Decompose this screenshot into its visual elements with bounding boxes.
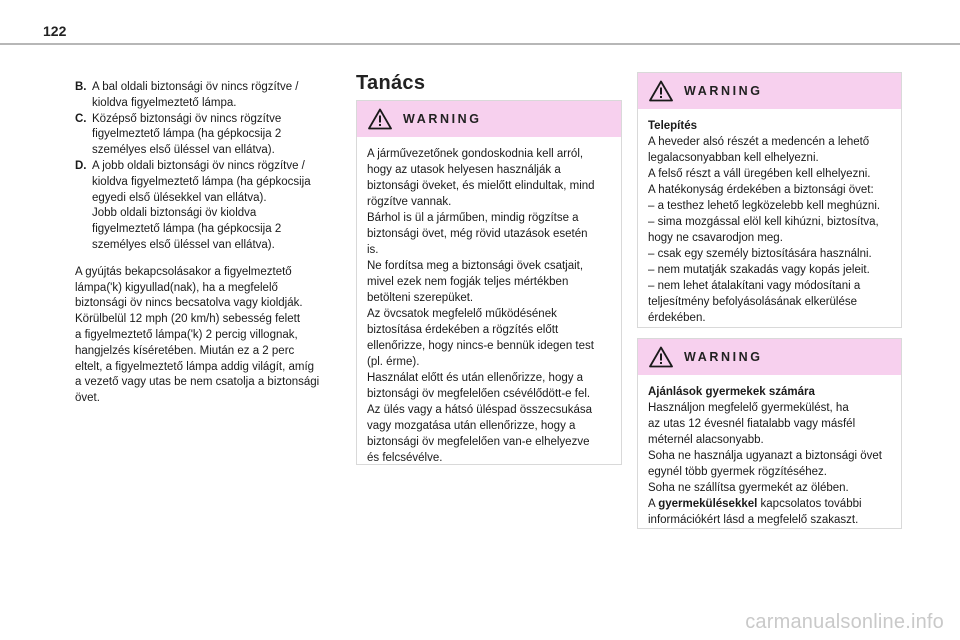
warning-triangle-icon bbox=[368, 108, 392, 130]
warning-triangle-icon bbox=[649, 346, 673, 368]
warning-subtitle: Ajánlások gyermekek számára bbox=[648, 386, 815, 398]
list-item-text: A bal oldali biztonsági öv nincs rögzítve / kioldva figyelmeztető lámpa. bbox=[92, 81, 299, 109]
seatbelt-reminder-paragraph: A gyújtás bekapcsolásakor a figyelmeztető lámpa('k) kigyullad(nak), ha a megfelelő biztonsági öv nincs becsatolva vagy kioldják. Körülbelül 12 mph (20 km/h) sebesség felett a figyelmeztető lámpa('k) 2 percig villognak, hangjelzés kíséretében. Miután ez a 2 perc eltelt, a figyelmeztető lámpa addig világít, amíg a vezető vagy utas be nem csatolja a biztonsági övet. bbox=[75, 265, 320, 405]
page-number: 122 bbox=[43, 23, 67, 39]
warning-subtitle: Telepítés bbox=[648, 120, 697, 132]
warning-text: Használjon megfelelő gyermekülést, ha az utas 12 évesnél fiatalabb vagy másfél méternél alacsonyabb. Soha ne használja ugyanazt a biztonsági övet egynél több gyermek rögzítéséhez. Soha ne szállítsa gyermekét az ölében. bbox=[648, 402, 882, 494]
list-item-text: A jobb oldali biztonsági öv nincs rögzítve / kioldva figyelmeztető lámpa (ha gépkocsija egyedi első ülésekkel van ellátva). Jobb oldali biztonsági öv kioldva figyelmeztető lámpa (ha gépkocsija 2 személyes első üléssel van ellátva). bbox=[92, 159, 311, 251]
warning-box-children bbox=[637, 338, 902, 529]
warning-body bbox=[638, 109, 901, 334]
list-item bbox=[75, 80, 340, 112]
watermark: carmanualsonline.info bbox=[745, 611, 944, 633]
warning-text-suffix: kapcsolatos további információkért lásd a megfelelő szakaszt. bbox=[648, 498, 862, 526]
list-item-letter: D. bbox=[75, 159, 87, 172]
list-item bbox=[75, 112, 340, 159]
warning-box-advice bbox=[356, 100, 622, 465]
left-column bbox=[75, 80, 340, 407]
middle-column bbox=[356, 72, 622, 95]
warning-text-prefix: A bbox=[648, 498, 659, 510]
warning-header bbox=[638, 73, 901, 109]
warning-header bbox=[638, 339, 901, 375]
list-item-text: Középső biztonsági öv nincs rögzítve figyelmeztető lámpa (ha gépkocsija 2 személyes első üléssel van ellátva). bbox=[92, 112, 282, 157]
warning-box-installation bbox=[637, 72, 902, 328]
warning-title: WARNING bbox=[684, 350, 763, 364]
warning-triangle-icon bbox=[649, 80, 673, 102]
warning-body bbox=[638, 375, 901, 536]
warning-text: A heveder alsó részét a medencén a lehető legalacsonyabban kell elhelyezni. A felső részt a váll üregében kell elhelyezni. A hatékonyság érdekében a biztonsági övet: – a testhez lehető legközelebb kell meghúzni. – sima mozgással elöl kell kihúzni, biztosítva, hogy ne csavarodjon meg. – csak egy személy biztosítására használni. – nem mutatják szakadás vagy kopás jeleit. – nem lehet átalakítani vagy módosítani a teljesítmény befolyásolásának elkerülése érdekében. bbox=[648, 136, 881, 324]
list-item bbox=[75, 159, 340, 254]
header-divider bbox=[0, 43, 960, 45]
child-seats-link-text: gyermekülésekkel bbox=[658, 498, 758, 510]
list-item-letter: B. bbox=[75, 81, 87, 93]
warning-body: A járművezetőnek gondoskodnia kell arról, hogy az utasok helyesen használják a biztonsági öveket, és mielőtt elindultak, mind rögzítve vannak. Bárhol is ül a járműben, mindig rögzítse a biztonsági övet, még rövid utazások esetén is. Ne fordítsa meg a biztonsági övek csatjait, mivel ezek nem fogják teljes mértékben betölteni szerepüket. Az övcsatok megfelelő működésének biztosítása érdekében a rögzítés előtt ellenőrizze, hogy nincs-e bennük idegen test (pl. érme). Használat előtt és után ellenőrizze, hogy a biztonsági öv megfelelően csévélődött-e fel. Az ülés vagy a hátsó üléspad összecsukása vagy mozgatása után ellenőrizze, hogy a biztonsági öv megfelelően van-e elhelyezve és felcsévélve. bbox=[367, 148, 595, 464]
warning-title: WARNING bbox=[403, 112, 482, 126]
warning-title: WARNING bbox=[684, 84, 763, 98]
section-heading: Tanács bbox=[356, 72, 426, 94]
list-item-letter: C. bbox=[75, 112, 87, 125]
warning-header bbox=[357, 101, 621, 137]
